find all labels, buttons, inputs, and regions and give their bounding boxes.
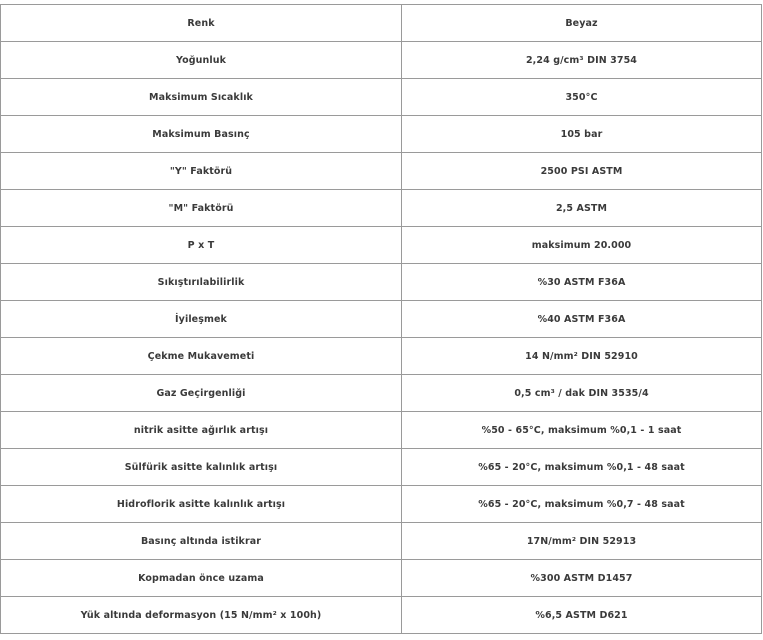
value-cell: maksimum 20.000 (402, 227, 762, 264)
property-cell: Çekme Mukavemeti (1, 338, 402, 375)
table-row (1, 264, 762, 301)
table-row (1, 79, 762, 116)
value-cell: %6,5 ASTM D621 (402, 597, 762, 634)
property-cell: P x T (1, 227, 402, 264)
table-row (1, 301, 762, 338)
property-cell: Yoğunluk (1, 42, 402, 79)
table-row (1, 412, 762, 449)
property-cell: Renk (1, 5, 402, 42)
property-cell: Maksimum Sıcaklık (1, 79, 402, 116)
value-cell: 2,5 ASTM (402, 190, 762, 227)
value-cell: 2500 PSI ASTM (402, 153, 762, 190)
property-cell: nitrik asitte ağırlık artışı (1, 412, 402, 449)
property-cell: Kopmadan önce uzama (1, 560, 402, 597)
value-cell: 2,24 g/cm³ DIN 3754 (402, 42, 762, 79)
property-cell: İyileşmek (1, 301, 402, 338)
table-row (1, 227, 762, 264)
table-row (1, 153, 762, 190)
table-row (1, 42, 762, 79)
value-cell: 105 bar (402, 116, 762, 153)
value-cell: %40 ASTM F36A (402, 301, 762, 338)
value-cell: 14 N/mm² DIN 52910 (402, 338, 762, 375)
properties-table (0, 4, 762, 634)
property-cell: Maksimum Basınç (1, 116, 402, 153)
table-row (1, 449, 762, 486)
value-cell: 350°C (402, 79, 762, 116)
value-cell: %65 - 20°C, maksimum %0,7 - 48 saat (402, 486, 762, 523)
property-cell: Basınç altında istikrar (1, 523, 402, 560)
property-cell: Sıkıştırılabilirlik (1, 264, 402, 301)
table-row (1, 116, 762, 153)
value-cell: %50 - 65°C, maksimum %0,1 - 1 saat (402, 412, 762, 449)
table-row (1, 523, 762, 560)
table-row (1, 597, 762, 634)
table-row (1, 190, 762, 227)
property-cell: Yük altında deformasyon (15 N/mm² x 100h) (1, 597, 402, 634)
value-cell: Beyaz (402, 5, 762, 42)
table-row (1, 338, 762, 375)
property-cell: Gaz Geçirgenliği (1, 375, 402, 412)
property-cell: Sülfürik asitte kalınlık artışı (1, 449, 402, 486)
value-cell: %65 - 20°C, maksimum %0,1 - 48 saat (402, 449, 762, 486)
table-row (1, 5, 762, 42)
table-row (1, 560, 762, 597)
value-cell: 0,5 cm³ / dak DIN 3535/4 (402, 375, 762, 412)
table-row (1, 486, 762, 523)
value-cell: %30 ASTM F36A (402, 264, 762, 301)
value-cell: %300 ASTM D1457 (402, 560, 762, 597)
property-cell: Hidroflorik asitte kalınlık artışı (1, 486, 402, 523)
property-cell: "M" Faktörü (1, 190, 402, 227)
property-cell: "Y" Faktörü (1, 153, 402, 190)
table-row (1, 375, 762, 412)
value-cell: 17N/mm² DIN 52913 (402, 523, 762, 560)
